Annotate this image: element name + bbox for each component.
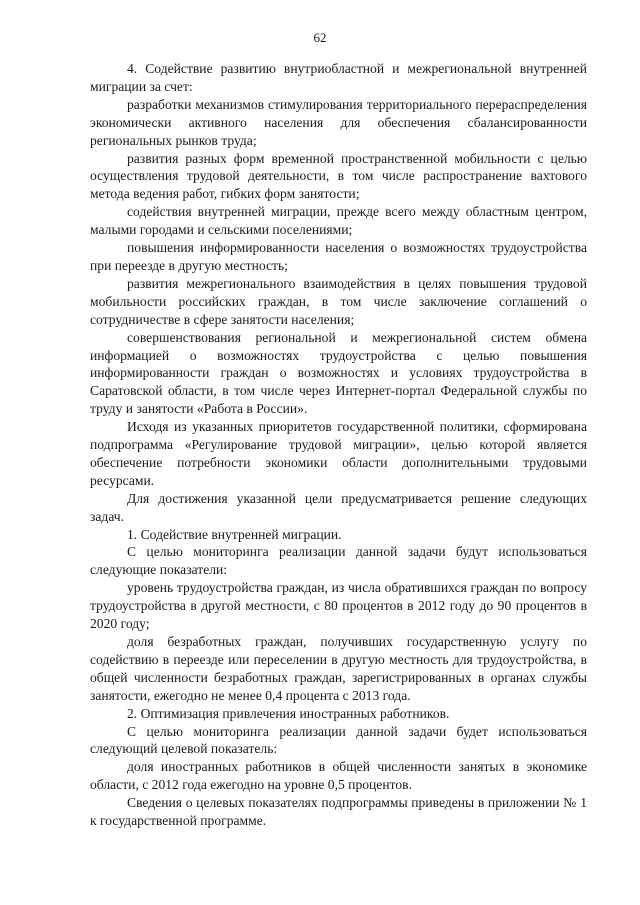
- page-number: 62: [313, 30, 327, 45]
- paragraph: развития межрегионального взаимодействия в целях повышения трудовой мобильности российских граждан, в том числе заключение соглашений о сотрудничестве в сфере занятости населения;: [90, 275, 587, 327]
- paragraph: 2. Оптимизация привлечения иностранных работников.: [127, 705, 450, 721]
- paragraph: доля иностранных работников в общей численности занятых в экономике области, с 2012 года ежегодно на уровне 0,5 процентов.: [90, 759, 587, 793]
- paragraph: содействия внутренней миграции, прежде всего между областным центром, малыми городами и сельскими поселениями;: [90, 204, 587, 238]
- paragraph: развития разных форм временной пространственной мобильности с целью осуществления трудовой деятельности, в том числе распространение вахтового метода ведения работ, гибких форм занятости;: [90, 150, 587, 202]
- paragraph: С целью мониторинга реализации данной задачи будет использоваться следующий целевой показатель:: [90, 723, 587, 757]
- paragraph: повышения информированности населения о возможностях трудоустройства при переезде в другую местность;: [90, 240, 587, 273]
- paragraph: Исходя из указанных приоритетов государственной политики, сформирована подпрограмма «Регулирование трудовой миграции», целью которой является обеспечение потребности экономики области дополнительными трудовыми ресурсами.: [90, 419, 587, 488]
- paragraph: совершенствования региональной и межрегиональной систем обмена информацией о возможностях трудоустройства с целью повышения информированности граждан о возможностях и условиях трудоустройства в Саратовской области, в том числе через Интернет-портал Федеральной службы по труду и занятости «Работа в России».: [90, 329, 587, 417]
- paragraph: С целью мониторинга реализации данной задачи будут использоваться следующие показатели:: [90, 544, 587, 578]
- document-body: [90, 60, 587, 830]
- paragraph: Сведения о целевых показателях подпрограммы приведены в приложении № 1 к государственной программе.: [90, 795, 587, 829]
- paragraph: уровень трудоустройства граждан, из числа обратившихся граждан по вопросу трудоустройства в другой местности, с 80 процентов в 2012 году до 90 процентов в 2020 году;: [90, 580, 587, 632]
- paragraph: 4. Содействие развитию внутриобластной и межрегиональной внутренней миграции за счет:: [90, 61, 587, 94]
- paragraph: разработки механизмов стимулирования территориального перераспределения экономически активного населения для обеспечения сбалансированности региональных рынков труда;: [90, 96, 587, 148]
- paragraph: 1. Содействие внутренней миграции.: [127, 526, 342, 542]
- paragraph: Для достижения указанной цели предусматривается решение следующих задач.: [90, 490, 587, 524]
- paragraph: доля безработных граждан, получивших государственную услугу по содействию в переезде или переселении в другую местность для трудоустройства, в общей численности безработных граждан, зарегистрированных в органах службы занятости, ежегодно не менее 0,4 процента с 2013 года.: [90, 634, 587, 703]
